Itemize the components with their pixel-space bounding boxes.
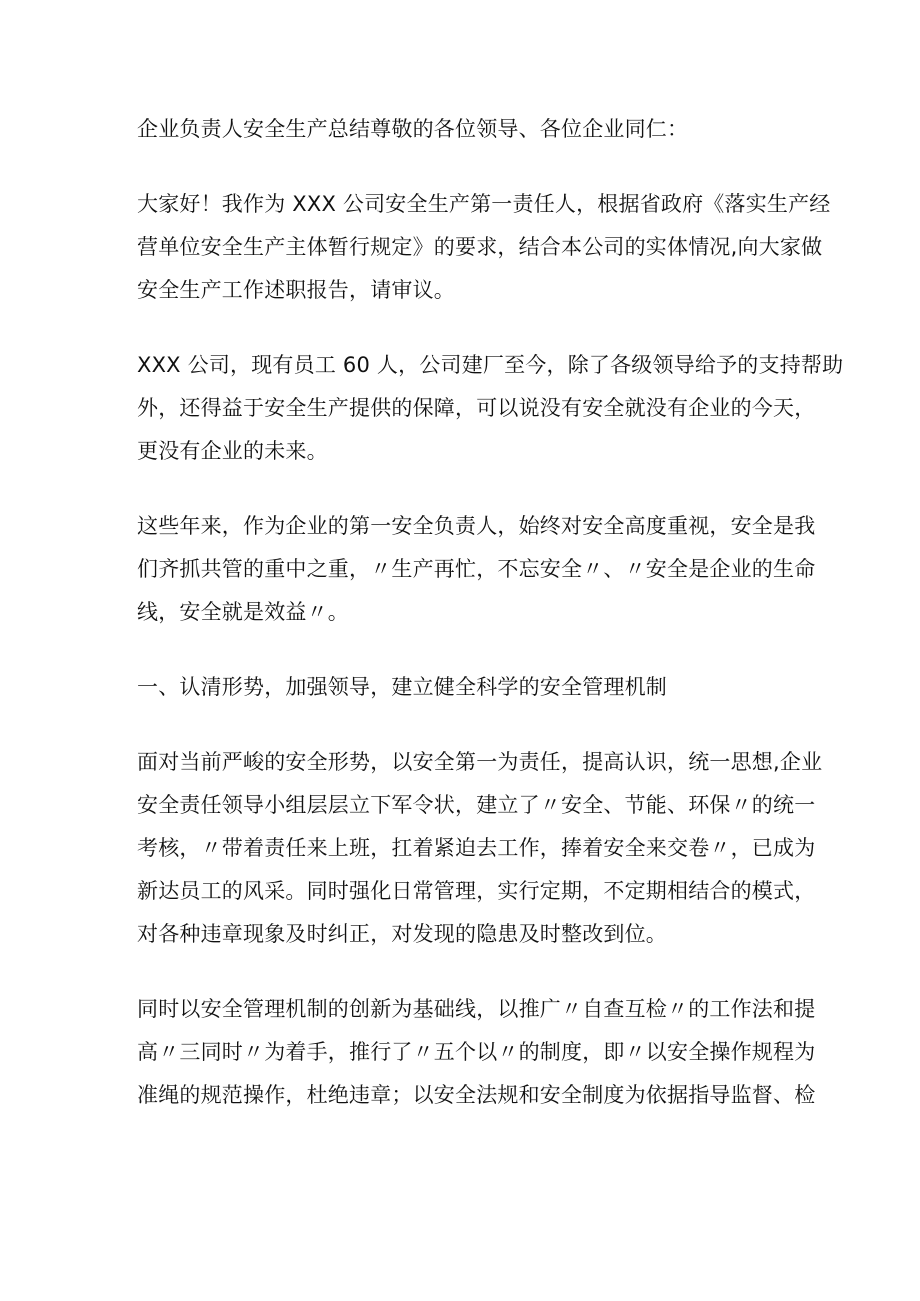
text-line: XXX 公司，现有员工 60 人，公司建厂至今，除了各级领导给予的支持帮助	[137, 353, 844, 377]
text-line: 同时以安全管理机制的创新为基础线，以推广〃自查互检〃的工作法和提	[137, 997, 816, 1021]
paragraph-greeting	[137, 183, 831, 312]
document-body	[137, 108, 844, 1149]
text-line: 一、认清形势，加强领导，建立健全科学的安全管理机制	[137, 675, 667, 699]
text-line: 企业负责人安全生产总结尊敬的各位领导、各位企业同仁：	[137, 117, 689, 141]
text-line: 安全生产工作述职报告，请审议。	[137, 278, 455, 302]
paragraph-safety-priority	[137, 505, 816, 634]
paragraph-innovation	[137, 988, 816, 1117]
section-heading-1	[137, 666, 789, 709]
text-line: 这些年来，作为企业的第一安全负责人，始终对安全高度重视，安全是我	[137, 514, 816, 538]
text-line: 准绳的规范操作，杜绝违章；以安全法规和安全制度为依据指导监督、检	[137, 1083, 816, 1107]
text-line: 线，安全就是效益〃。	[137, 600, 349, 624]
text-line: 高〃三同时〃为着手，推行了〃五个以〃的制度，即〃以安全操作规程为	[137, 1040, 816, 1064]
salutation-line	[137, 108, 789, 151]
text-line: 新达员工的风采。同时强化日常管理，实行定期，不定期相结合的模式，	[137, 879, 816, 903]
text-line: 面对当前严峻的安全形势，以安全第一为责任，提高认识，统一思想,企业	[137, 750, 823, 774]
text-line: 们齐抓共管的重中之重，〃生产再忙，不忘安全〃、〃安全是企业的生命	[137, 557, 816, 581]
paragraph-company-intro	[137, 344, 844, 473]
text-line: 外，还得益于安全生产提供的保障，可以说没有安全就没有企业的今天，	[137, 396, 816, 420]
text-line: 大家好！我作为 XXX 公司安全生产第一责任人，根据省政府《落实生产经	[137, 192, 831, 216]
text-line: 营单位安全生产主体暂行规定》的要求，结合本公司的实体情况,向大家做	[137, 235, 823, 259]
text-line: 安全责任领导小组层层立下军令状，建立了〃安全、节能、环保〃的统一	[137, 793, 816, 817]
paragraph-management	[137, 741, 823, 956]
text-line: 更没有企业的未来。	[137, 439, 328, 463]
text-line: 考核，〃带着责任来上班，扛着紧迫去工作，捧着安全来交卷〃，已成为	[137, 836, 816, 860]
text-line: 对各种违章现象及时纠正，对发现的隐患及时整改到位。	[137, 922, 667, 946]
